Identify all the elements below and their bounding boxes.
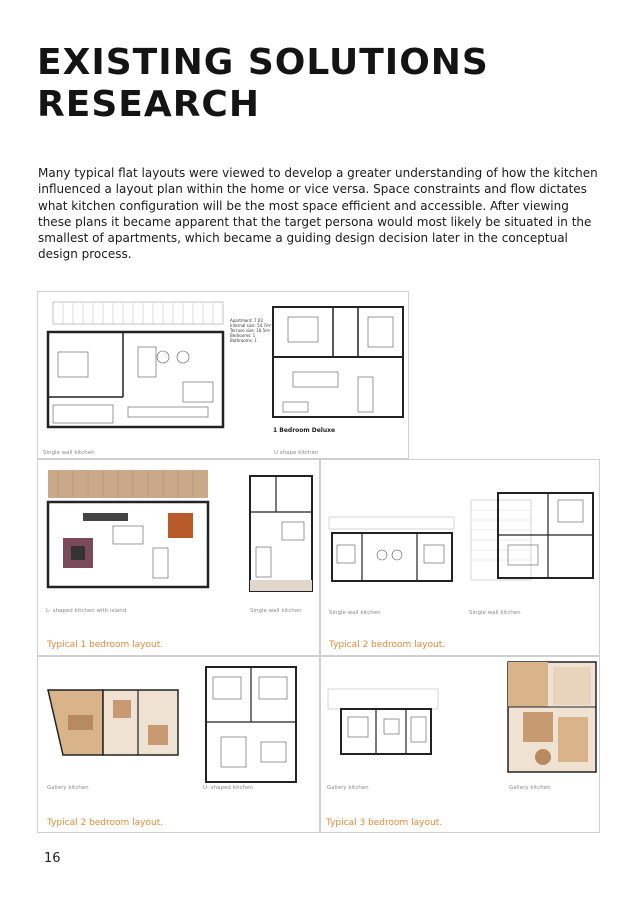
- floorplan-gallery-kitchen-2: [326, 687, 441, 767]
- page-number: 16: [44, 851, 61, 866]
- panel-typical-1-bedroom: [37, 459, 320, 656]
- floorplan-single-wall-kitchen: [43, 297, 253, 437]
- typical-2-bedroom-label-b: Typical 2 bedroom layout.: [47, 818, 164, 828]
- deluxe-label: 1 Bedroom Deluxe: [273, 427, 336, 434]
- typical-1-bedroom-label: Typical 1 bedroom layout.: [47, 640, 164, 650]
- intro-paragraph: Many typical flat layouts were viewed to develop a greater understanding of how the kitchen influenced a layout plan within the home or vice versa. Space constraints and flow dictates what kitchen configuration will be the most space efficient and accessible. After viewing these plans it became apparent that the target persona would most likely be situated in the smallest of apartments, which became a guiding design decision later in the conceptual design process.: [38, 166, 598, 262]
- caption-u-shaped-kitchen: U- shaped kitchen: [203, 785, 253, 791]
- page-title-line-2: RESEARCH: [37, 84, 260, 125]
- floorplan-u-shaped-kitchen: [201, 662, 301, 787]
- caption-single-wall-kitchen: Single wall kitchen: [43, 450, 95, 456]
- apartment-info: Apartment: 7.02 Internal size: 54.7m² Terrace size: 16.5m² Bedrooms: 1 Bathrooms: 1: [230, 318, 272, 343]
- floorplan-gallery-kitchen: [43, 685, 183, 765]
- caption-l-shaped-kitchen: L- shaped kitchen with island: [46, 608, 127, 614]
- panel-typical-2-bedroom-b: [37, 656, 320, 833]
- panel-typical-2-bedroom-a: [320, 459, 600, 656]
- caption-gallery-kitchen-3: Gallery kitchen: [509, 785, 551, 791]
- floorplan-single-wall-kitchen-4: [463, 485, 598, 595]
- floorplan-u-shape-kitchen: [263, 302, 408, 427]
- caption-single-wall-kitchen-3: Single wall kitchen: [329, 610, 381, 616]
- caption-single-wall-kitchen-4: Single wall kitchen: [469, 610, 521, 616]
- caption-gallery-kitchen: Gallery kitchen: [47, 785, 89, 791]
- floorplan-single-wall-kitchen-3: [327, 515, 457, 590]
- page-title-line-1: EXISTING SOLUTIONS: [37, 42, 489, 83]
- typical-2-bedroom-label-a: Typical 2 bedroom layout.: [329, 640, 446, 650]
- page-title: [37, 42, 597, 126]
- typical-3-bedroom-label: Typical 3 bedroom layout.: [326, 818, 443, 828]
- floorplan-l-shaped-kitchen-island: [43, 468, 218, 593]
- panel-top-floorplans: [37, 291, 409, 459]
- caption-u-shape-kitchen: U shape kitchen: [274, 450, 319, 456]
- panel-typical-3-bedroom: [320, 656, 600, 833]
- floorplan-single-wall-kitchen-2: [246, 472, 318, 597]
- floorplan-gallery-kitchen-3: [503, 657, 601, 777]
- caption-single-wall-kitchen-2: Single wall kitchen: [250, 608, 302, 614]
- caption-gallery-kitchen-2: Gallery kitchen: [327, 785, 369, 791]
